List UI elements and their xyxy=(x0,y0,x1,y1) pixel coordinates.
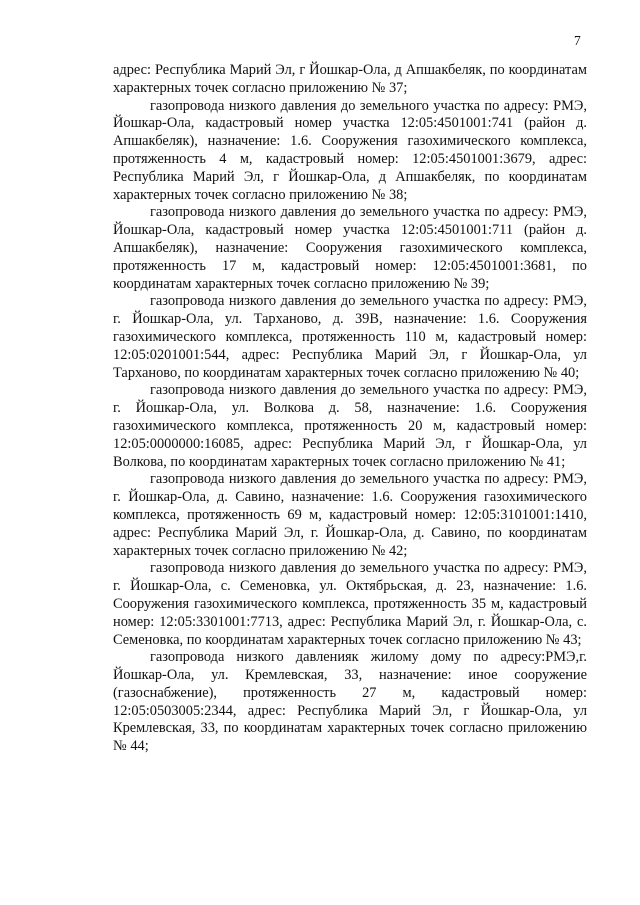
paragraph-address-continuation: адрес: Республика Марий Эл, г Йошкар-Ола, д Апшакбеляк, по координатам характерных точек согласно приложению № 37; xyxy=(113,62,587,96)
paragraph-item-42: газопровода низкого давления до земельного участка по адресу: РМЭ, г. Йошкар-Ола, д. Савино, назначение: 1.6. Сооружения газохимического комплекса, протяженность 69 м, кадастровый номер: 12:05:3101001:1410, адрес: Республика Марий Эл, г. Йошкар-Ола, д. Савино, по координатам характерных точек согласно приложению № 42; xyxy=(113,471,587,559)
paragraph-item-39: газопровода низкого давления до земельного участка по адресу: РМЭ, Йошкар-Ола, кадастровый номер участка 12:05:4501001:711 (район д. Апшакбеляк), назначение: Сооружения газохимического комплекса, протяженность 17 м, кадастровый номер: 12:05:4501001:3681, по координатам характерных точек согласно приложению № 39; xyxy=(113,204,587,292)
paragraph-item-38: газопровода низкого давления до земельного участка по адресу: РМЭ, Йошкар-Ола, кадастровый номер участка 12:05:4501001:741 (район д. Апшакбеляк), назначение: 1.6. Сооружения газохимического комплекса, протяженность 4 м, кадастровый номер: 12:05:4501001:3679, адрес: Республика Марий Эл, г Йошкар-Ола, д Апшакбеляк, по координатам характерных точек согласно приложению № 38; xyxy=(113,97,587,203)
document-body xyxy=(113,62,587,756)
paragraph-item-43: газопровода низкого давления до земельного участка по адресу: РМЭ, г. Йошкар-Ола, с. Семеновка, ул. Октябрьская, д. 23, назначение: 1.6. Сооружения газохимического комплекса, протяженность 35 м, кадастровый номер: 12:05:3301001:7713, адрес: Республика Марий Эл, г. Йошкар-Ола, с. Семеновка, по координатам характерных точек согласно приложению № 43; xyxy=(113,560,587,648)
paragraph-item-44: газопровода низкого давленияк жилому дому по адресу:РМЭ,г. Йошкар-Ола, ул. Кремлевская, 33, назначение: иное сооружение (газоснабжение), протяженность 27 м, кадастровый номер: 12:05:0503005:2344, адрес: Республика Марий Эл, г Йошкар-Ола, ул Кремлевская, 33, по координатам характерных точек согласно приложению № 44; xyxy=(113,649,587,755)
paragraph-item-40: газопровода низкого давления до земельного участка по адресу: РМЭ, г. Йошкар-Ола, ул. Тарханово, д. 39В, назначение: 1.6. Сооружения газохимического комплекса, протяженность 110 м, кадастровый номер: 12:05:0201001:544, адрес: Республика Марий Эл, г Йошкар-Ола, ул Тарханово, по координатам характерных точек согласно приложению № 40; xyxy=(113,293,587,381)
page-number: 7 xyxy=(574,33,581,48)
paragraph-item-41: газопровода низкого давления до земельного участка по адресу: РМЭ, г. Йошкар-Ола, ул. Волкова д. 58, назначение: 1.6. Сооружения газохимического комплекса, протяженность 20 м, кадастровый номер: 12:05:0000000:16085, адрес: Республика Марий Эл, г Йошкар-Ола, ул Волкова, по координатам характерных точек согласно приложению № 41; xyxy=(113,382,587,470)
